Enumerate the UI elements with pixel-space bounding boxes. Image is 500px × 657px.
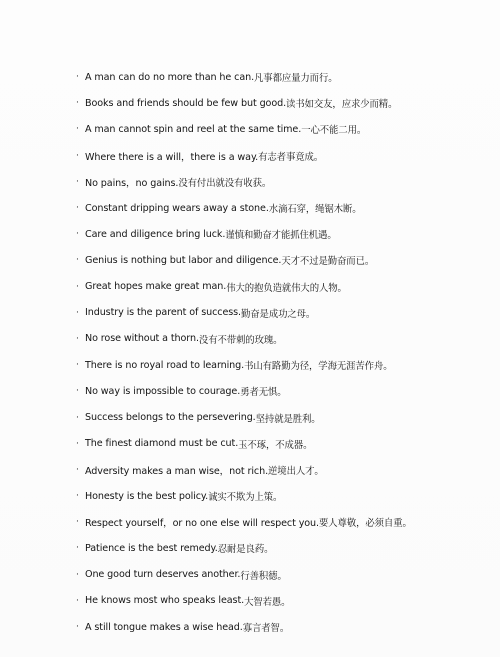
chinese-translation: 玉不琢，不成器。 [238,439,313,451]
bullet: · [76,438,79,449]
chinese-translation: 水滴石穿，绳锯木断。 [268,204,362,216]
list-item [76,404,486,430]
english-proverb: Success belongs to the persevering. [85,412,256,424]
chinese-translation: 诚实不欺为上策。 [208,492,283,504]
bullet: · [76,229,79,240]
english-proverb: A man can do no more than he can. [85,71,255,83]
list-item [76,90,486,116]
english-proverb: There is no royal road to learning. [85,359,245,371]
bullet: · [76,150,79,161]
list-item [76,326,486,352]
english-proverb: Care and diligence bring luck. [85,228,226,240]
list-item [76,221,486,247]
list-item [76,457,486,483]
english-proverb: No rose without a thorn. [85,333,199,345]
list-item [76,614,486,640]
english-proverb: Honesty is the best policy. [85,490,209,502]
chinese-translation: 有志者事竟成。 [258,151,324,163]
english-proverb: Where there is a will，there is a way. [85,151,259,163]
english-proverb: Great hopes make great man. [85,281,227,293]
english-proverb: No pains，no gains. [85,177,179,189]
english-proverb: No way is impossible to courage. [85,385,241,397]
chinese-translation: 没有付出就没有收获。 [178,177,272,189]
chinese-translation: 凡事都应量力而行。 [254,73,338,85]
english-proverb: The finest diamond must be cut. [85,438,239,450]
list-item [76,247,486,273]
chinese-translation: 书山有路勤为径，学海无涯苦作舟。 [244,361,393,373]
list-item [76,535,486,561]
chinese-translation: 寡言者智。 [242,623,290,635]
list-item [76,274,486,300]
bullet: · [76,72,79,83]
bullet: · [76,464,79,475]
bullet: · [76,517,79,528]
bullet: · [76,98,79,109]
chinese-translation: 一心不能二用。 [301,125,367,137]
list-item [76,588,486,614]
chinese-translation: 行善积德。 [240,570,287,582]
english-proverb: Industry is the parent of success. [85,307,241,319]
list-item [76,169,486,195]
list-item [76,352,486,378]
list-item [76,195,486,221]
bullet: · [76,386,79,397]
chinese-translation: 伟大的抱负造就伟大的人物。 [226,282,347,294]
bullet: · [76,412,79,423]
chinese-translation: 天才不过是勤奋而已。 [281,256,375,268]
english-proverb: A man cannot spin and reel at the same time. [85,123,302,135]
list-item [76,300,486,326]
bullet: · [76,255,79,266]
chinese-translation: 没有不带刺的玫瑰。 [198,334,283,346]
bullet: · [76,281,79,292]
bullet: · [76,203,79,214]
english-proverb: Adversity makes a man wise，not rich. [85,465,269,477]
list-item [76,431,486,457]
bullet: · [76,491,79,502]
english-proverb: A still tongue makes a wise head. [85,621,243,633]
bullet: · [76,543,79,554]
chinese-translation: 大智若愚。 [244,596,291,608]
english-proverb: Books and friends should be few but good. [85,97,287,109]
list-item [76,509,486,535]
english-proverb: One good turn deserves another. [85,569,241,581]
chinese-translation: 忍耐是良药。 [217,544,274,556]
list-item [76,143,486,169]
bullet: · [76,176,79,187]
chinese-translation: 读书如交友，应求少而精。 [286,99,398,111]
bullet: · [76,360,79,371]
list-item [76,483,486,509]
list-item [76,378,486,404]
bullet: · [76,569,79,580]
chinese-translation: 要人尊敬，必须自重。 [319,518,412,530]
english-proverb: Patience is the best remedy. [85,542,218,554]
list-item [76,116,486,142]
chinese-translation: 谨慎和勤奋才能抓住机遇。 [225,230,337,242]
chinese-translation: 逆境出人才。 [268,465,324,477]
english-proverb: Respect yourself，or no one else will respect you. [85,518,319,530]
list-item [76,64,486,90]
english-proverb: Genius is nothing but labor and diligence. [85,254,282,266]
english-proverb: He knows most who speaks least. [85,595,245,607]
chinese-translation: 坚持就是胜利。 [255,413,321,425]
bullet: · [76,307,79,318]
bullet: · [76,622,79,633]
bullet: · [76,333,79,344]
list-item [76,562,486,588]
proverb-list [76,64,486,640]
chinese-translation: 勤奋是成功之母。 [241,308,316,320]
bullet: · [76,124,79,135]
chinese-translation: 勇者无惧。 [240,387,287,399]
bullet: · [76,595,79,606]
english-proverb: Constant dripping wears away a stone. [85,202,269,214]
